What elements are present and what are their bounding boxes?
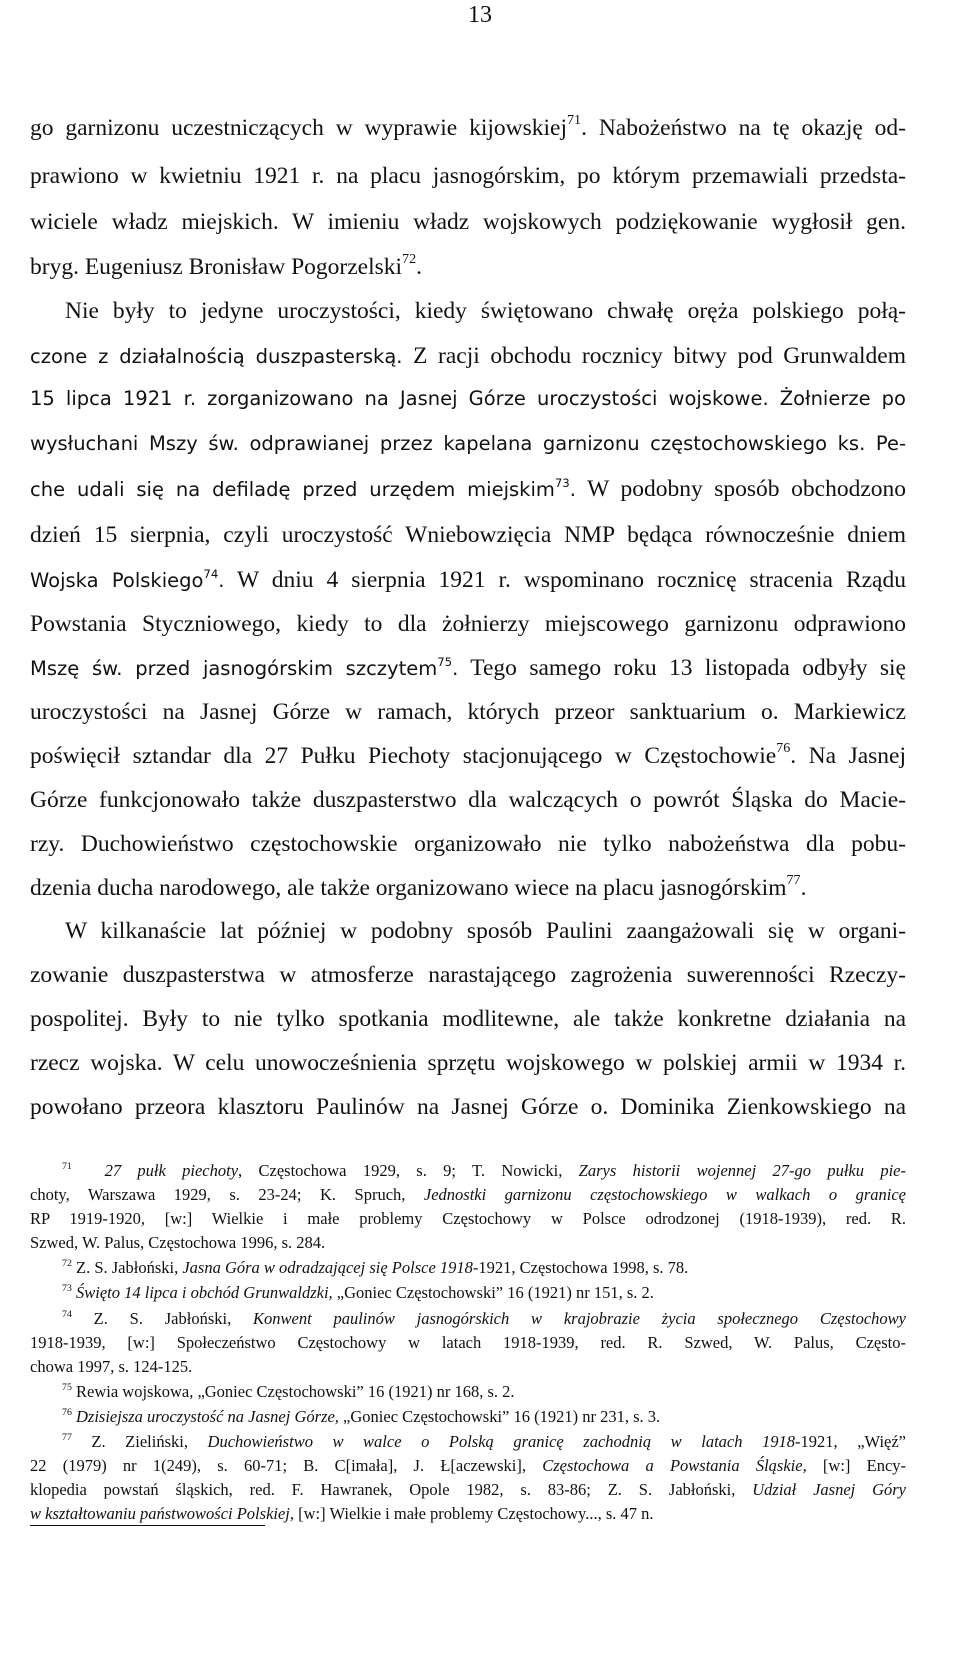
footnote-ref: 76 xyxy=(776,740,791,757)
footnote-ref: 75 xyxy=(437,655,453,670)
footnote-line: 22 (1979) nr 1(249), s. 60-71; B. C[imała], J. Ł[aczewski], Częstochowa a Powstania Śląskie, [w:] Ency- xyxy=(30,1456,907,1475)
footnote-75: $^{75}$ Rewia wojskowa, „Goniec Częstochowski” 16 (1921) nr 168, s. 2. xyxy=(62,1381,515,1401)
footnote-76: $^{76}$ Dzisiejsza uroczystość na Jasnej Górze, „Goniec Częstochowski” 16 (1921) nr 231, s. 3. xyxy=(62,1406,661,1426)
body-line: wiciele władz miejskich. W imieniu władz wojskowych podziękowanie wygłosił gen. xyxy=(30,209,906,235)
footnote-line: w kształtowaniu państwowości Polskiej, [w:] Wielkie i małe problemy Częstochowy..., s. 47 n. xyxy=(30,1504,654,1523)
body-line: poświęcił sztandar dla 27 Pułku Piechoty stacjonującego w Częstochowie$^{76}$. Na Jasnej xyxy=(30,740,906,769)
body-line: pospolitej. Były to nie tylko spotkania modlitewne, ale także konkretne działania na xyxy=(30,1006,906,1032)
footnote-line: 1918-1939, [w:] Społeczeństwo Częstochowy w latach 1918-1939, red. R. Szwed, W. Palus, Często- xyxy=(30,1333,906,1352)
body-line: wysłuchani Mszy św. odprawianej przez kapelana garnizonu częstochowskiego ks. Pe- xyxy=(30,432,906,455)
footnote-line: RP 1919-1920, [w:] Wielkie i małe problemy Częstochowy w Polsce odrodzonej (1918-1939), red. R. xyxy=(30,1209,906,1228)
body-line: Wojska Polskiego$^{74}$. W dniu 4 sierpnia 1921 r. wspominano rocznicę stracenia Rządu xyxy=(30,567,906,593)
footnote-ref: 71 xyxy=(567,112,582,129)
footnote-line: choty, Warszawa 1929, s. 23-24; K. Spruch, Jednostki garnizonu częstochowskiego w walkach o granicę xyxy=(30,1185,906,1204)
body-line: W kilkanaście lat później w podobny sposób Paulini zaangażowali się w organi- xyxy=(65,918,906,944)
footnote-72: $^{72}$ Z. S. Jabłoński, Jasna Góra w odradzającej się Polsce 1918-1921, Częstochowa 1998, s. 78. xyxy=(62,1257,689,1277)
body-line: Powstania Styczniowego, kiedy to dla żołnierzy miejscowego garnizonu odprawiono xyxy=(30,611,906,637)
body-line: rzy. Duchowieństwo częstochowskie organizowało nie tylko nabożeństwa dla pobu- xyxy=(30,831,906,857)
body-line: Górze funkcjonowało także duszpasterstwo dla walczących o powrót Śląska do Macie- xyxy=(30,787,906,813)
footnote-line: klopedia powstań śląskich, red. F. Hawranek, Opole 1982, s. 83-86; Z. S. Jabłoński, Udział Jasnej Góry xyxy=(30,1480,906,1499)
body-line: dzenia ducha narodowego, ale także organizowano wiece na placu jasnogórskim$^{77}$. xyxy=(30,872,807,901)
footnote-ref: 72 xyxy=(402,251,417,268)
body-line: Mszę św. przed jasnogórskim szczytem$^{75}$. Tego samego roku 13 listopada odbyły się xyxy=(30,655,906,681)
footnote-ref: 73 xyxy=(554,476,570,491)
body-line: Nie były to jedyne uroczystości, kiedy świętowano chwałę oręża polskiego połą- xyxy=(65,298,906,324)
body-line: rzecz wojska. W celu unowocześnienia sprzętu wojskowego w polskiej armii w 1934 r. xyxy=(30,1050,906,1076)
footnote-77: $^{77}$ Z. Zieliński, Duchowieństwo w walce o Polską granicę zachodnią w latach 1918-1921, „Więź” xyxy=(62,1431,906,1451)
body-line: dzień 15 sierpnia, czyli uroczystość Wniebowzięcia NMP będąca równocześnie dniem xyxy=(30,522,906,548)
page-number: 13 xyxy=(468,2,492,28)
footnote-73: $^{73}$ Święto 14 lipca i obchód Grunwaldzki, „Goniec Częstochowski” 16 (1921) nr 151, s. 2. xyxy=(62,1282,654,1302)
body-line: che udali się na defiladę przed urzędem miejskim$^{73}$. W podobny sposób obchodzono xyxy=(30,476,906,502)
body-line: uroczystości na Jasnej Górze w ramach, których przeor sanktuarium o. Markiewicz xyxy=(30,699,906,725)
footnote-line: Szwed, W. Palus, Częstochowa 1996, s. 284. xyxy=(30,1233,326,1252)
footnote-ref: 74 xyxy=(203,567,219,582)
footnote-74: $^{74}$ Z. S. Jabłoński, Konwent paulinów jasnogórskich w krajobrazie życia społecznego Częstochowy xyxy=(62,1308,906,1328)
footnote-line: chowa 1997, s. 124-125. xyxy=(30,1357,193,1376)
footnote-separator xyxy=(30,1525,265,1526)
footnote-ref: 77 xyxy=(786,872,801,889)
body-line: 15 lipca 1921 r. zorganizowano na Jasnej Górze uroczystości wojskowe. Żołnierze po xyxy=(30,387,906,410)
body-line: bryg. Eugeniusz Bronisław Pogorzelski$^{72}$. xyxy=(30,251,422,280)
body-line: go garnizonu uczestniczących w wyprawie kijowskiej$^{71}$. Nabożeństwo na tę okazję od- xyxy=(30,112,906,141)
body-line: czone z działalnością duszpasterską. Z racji obchodu rocznicy bitwy pod Grunwaldem xyxy=(30,343,906,369)
footnote-71: $^{71}$ 27 pułk piechoty, Częstochowa 1929, s. 9; T. Nowicki, Zarys historii wojennej 27-go pułku pie- xyxy=(62,1160,907,1180)
body-line: prawiono w kwietniu 1921 r. na placu jasnogórskim, po którym przemawiali przedsta- xyxy=(30,163,906,189)
body-line: powołano przeora klasztoru Paulinów na Jasnej Górze o. Dominika Zienkowskiego na xyxy=(30,1094,906,1120)
body-line: zowanie duszpasterstwa w atmosferze narastającego zagrożenia suwerenności Rzeczy- xyxy=(30,962,906,988)
